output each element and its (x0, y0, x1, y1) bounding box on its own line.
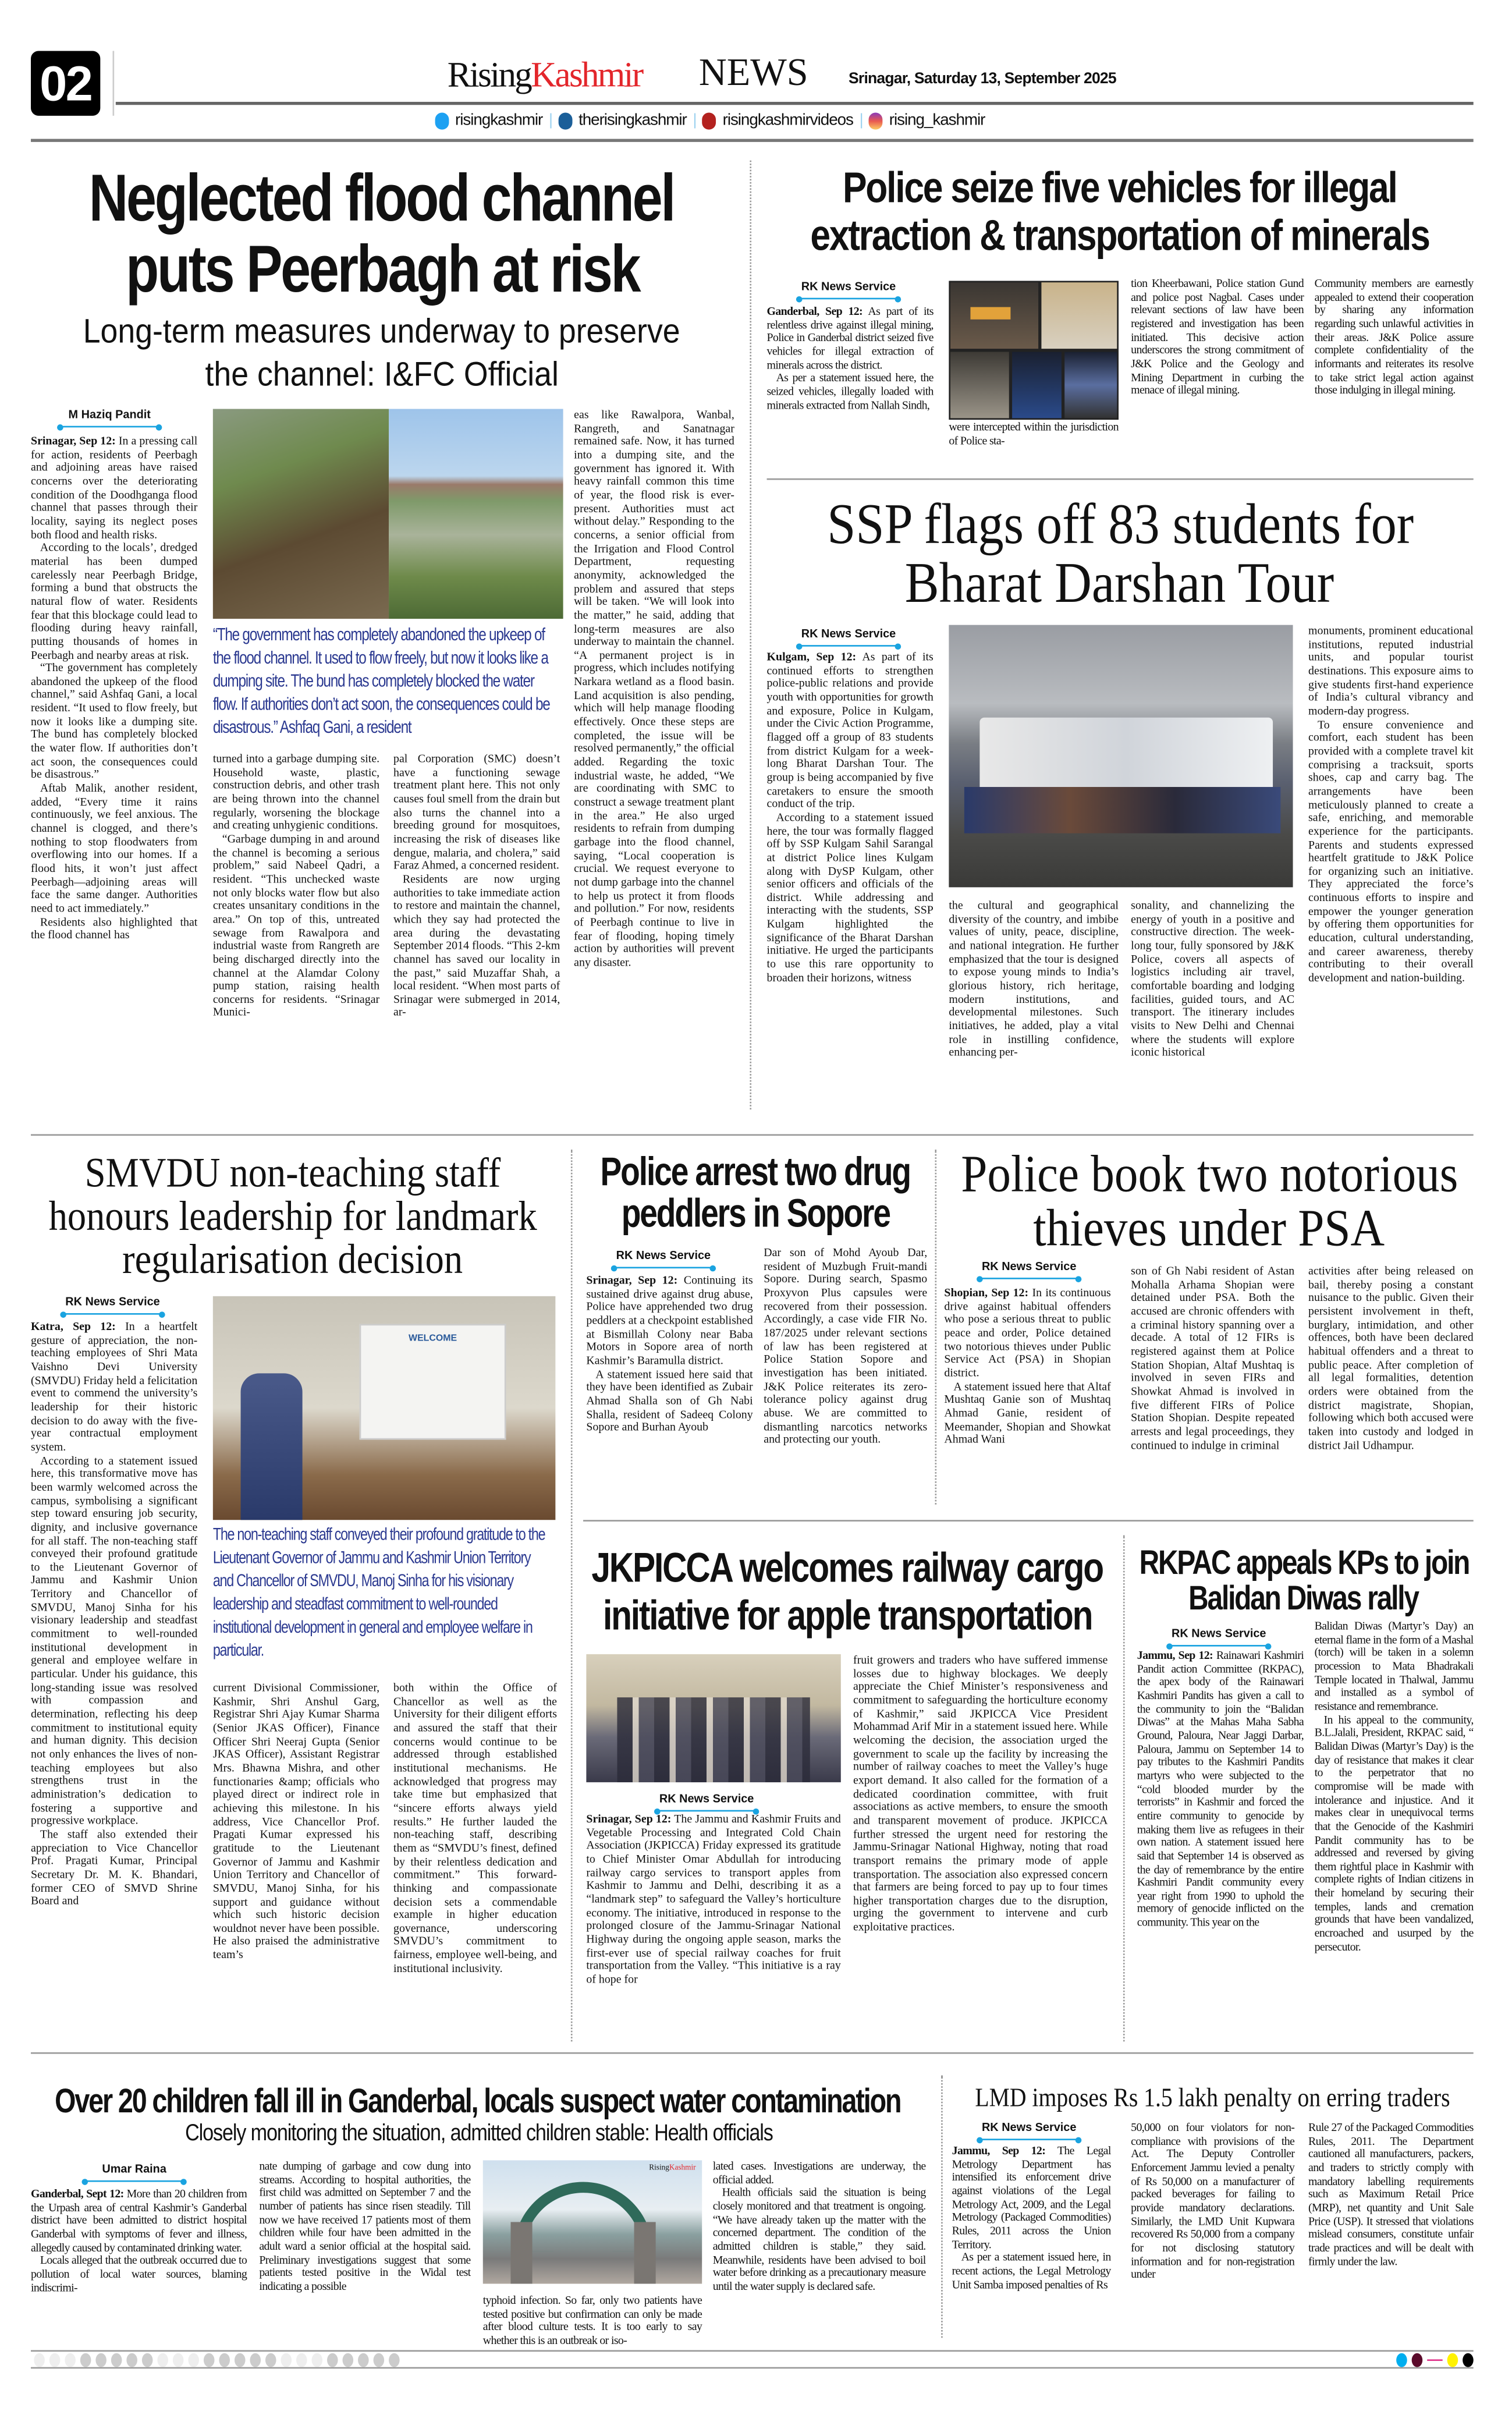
article-column (259, 2160, 470, 2336)
article-column (1131, 1265, 1294, 1498)
article-column (1308, 2122, 1474, 2336)
paragraph: Community members are earnestly appealed to extend their cooperation by sharing any information regarding such unlawful activities in their areas. J&K Police assure complete confidentiality of the informants and reiterates its resolve to take strict legal action against those indulging in illegal mining. (1314, 276, 1474, 397)
masthead-rule (116, 102, 1474, 105)
page-number-badge: 02 (31, 51, 100, 115)
paragraph: According to a statement issued here, the tour was formally flagged off by SSP Kulgam Sahil Sarangal at district Police lines Kulgam along with DySP Kulgam, other senior officers and officials of the district. While addressing and interacting with the students, SSP Kulgam highlighted the significance of the Bharat Darshan initiative. He urged the participants to use this rare opportunity to broaden their horizons, witness (766, 810, 934, 984)
article-column (1131, 900, 1294, 1105)
headline: SSP flags off 83 students for Bharat Darshan Tour (826, 494, 1414, 616)
headline: Neglected flood channel puts Peerbagh at risk (89, 162, 675, 307)
paragraph: Ganderbal, Sept 12: More than 20 children from the Urpash area of central Kashmir’s Ganderbal district have been admitted to district hospital Ganderbal with symptoms of fever and illness, allegedly caused by contaminated drinking water. (31, 2186, 247, 2254)
youtube-icon (702, 112, 716, 129)
paragraph: the cultural and geographical diversity of the country, and imbibe values of unity, peace, discipline, and national integration. He further emphasized that the tour is designed to expose young minds to India’s glorious history, rich heritage, modern institutions, and developmental milestones. Such initiatives, he added, play a vital role in instilling confidence, enhancing per- (949, 898, 1119, 1059)
paragraph: eas like Rawalpora, Wanbal, Rangreth, and Sanatnagar remained safe. Now, it has turned into a dumping site, and the government has ignored it. With heavy rainfall common this time of year, the flood risk is ever-present. Authorities must act without delay.” Responding to the concerns, a senior official from the Irrigation and Flood Control Department, requesting anonymity, acknowledged the problem and assured that steps will be taken. “We will look into the matter,” he said, adding that long-term measures are also underway to maintain the channel. “A permanent project is in progress, which includes notifying Narkara wetland as a flood basin. Land acquisition is also pending, which will help manage flooding effectively. Once these steps are completed, the issue will be resolved permanently,” the official added. Regarding the toxic industrial waste, he added, “We are coordinating with SMC to construct a sewage treatment plant in the area.” He also urged residents to refrain from dumping garbage into the flood channel, saying, “Local cooperation is crucial. We request everyone to not dump garbage into the channel to help us protect it from floods and pollution.” For now, residents of Peerbagh continue to live in fear of flooding, hoping timely action by authorities will prevent any disaster. (574, 407, 734, 969)
article-column (949, 421, 1119, 460)
paragraph: Jammu, Sep 12: The Legal Metrology Department has intensified its enforcement drive against violations of the Legal Metrology Act, 2009, and the Legal Metrology (Packaged Commodities) Rules, 2011 across the Union Territory. (952, 2143, 1111, 2251)
paragraph: both within the Office of Chancellor as well as the University for their diligent efforts and assured the staff that their concerns would continue to be addressed through established institutional mechanisms. He acknowledged that progress may take time but emphasized that “sincere efforts always yield results.” He further lauded the non-teaching staff, describing them as “SMVDU’s finest, defined by their relentless dedication and commitment.” This forward-thinking and compassionate decision sets a commendable example in higher education governance, underscoring SMVDU’s commitment to fairness, employee well-being, and institutional inclusivity. (393, 1680, 558, 1975)
article-column (31, 1321, 197, 2034)
paragraph: Srinagar, Sep 12: Continuing its sustained drive against drug abuse, Police have apprehended two drug peddlers at a checkpoint established at Bismillah Colony near Baba Motors in Sopore area of north Kashmir’s Baramulla district. (586, 1273, 753, 1367)
grey-dot (65, 2352, 76, 2366)
grey-dot (49, 2352, 61, 2366)
article-column (949, 900, 1119, 1105)
grey-dot (250, 2352, 261, 2366)
byline: M Haziq Pandit (55, 407, 164, 428)
article-column (1131, 2122, 1294, 2336)
dateline: Ganderbal, Sep 12: (766, 304, 863, 318)
paragraph: turned into a garbage dumping site. Household waste, plastic, construction debris, and other trash are being thrown into the channel regularly, worsening the blockage and creating unhygienic conditions. (212, 751, 380, 832)
subheadline: Closely monitoring the situation, admitted children stable: Health officials (184, 2120, 772, 2147)
paragraph: In his appeal to the community, B.L.Jalali, President, RKPAC said, “ Balidan Diwas (Martyr’s Day) is the day of resistance that makes it clear to the perpetrator that no compromise will be made with intolerance and injustice. And it makes clear in unequivocal terms that the Genocide of the Kashmiri Pandit community has to be addressed and reversed by giving them rightful place in Kashmir with complete rights of Indian citizens in their homeland by securing their temples, lands and cremation grounds that have been vandalized, encroached and usurped by the persecutor. (1314, 1712, 1474, 1953)
flood-channel-photo (213, 409, 563, 619)
dateline: Kulgam, Sep 12: (766, 650, 857, 664)
article-column (1315, 1620, 1474, 2034)
paragraph: As per a statement issued here, in recent actions, the Legal Metrology Unit Samba imposed penalties of Rs (952, 2250, 1111, 2291)
instagram-icon (869, 112, 883, 129)
paragraph: Jammu, Sep 12: Rainawari Kashmiri Pandit action Committee (RKPAC), the apex body of the Rainawari Kashmiri Pandits has given a call to the community to join the “Balidan Diwas” at the Mahas Maha Sabha Ground, Paloura, Near Jaggi Darbar, Paloura, Jammu on September 14 to pay tributes to the Kashmiri Pandits martyrs who were subjected to the “cold blooded murder by the terrorists” in Kashmir and forced the entire community to genocide by making them live as refugees in their own nation. A statement issued here said that September 14 is observed as the day of remembrance by the entire Kashmiri Pandit community every year right from 1990 to uphold the memory of genocide inflicted on the community. This year on the (1137, 1648, 1304, 1930)
paragraph: Residents also highlighted that the flood channel has (31, 914, 198, 942)
grey-dot (157, 2352, 168, 2366)
separator: | (548, 111, 553, 130)
article-column (31, 2188, 247, 2336)
paragraph: Srinagar, Sep 12: In a pressing call for action, residents of Peerbagh and adjoining areas have raised concerns over the deteriorating condition of the Doodhganga flood channel that passes through their locality, saying its neglect poses both flood and health risks. (31, 433, 198, 541)
dateline: Katra, Sep 12: (31, 1319, 116, 1334)
byline: RK News Service (652, 1792, 761, 1812)
article-column (393, 753, 560, 1105)
column-divider (941, 2076, 943, 2338)
headline: LMD imposes Rs 1.5 lakh penalty on erring traders (975, 2083, 1450, 2113)
section-divider (31, 1134, 1474, 1136)
article-column (1131, 278, 1304, 460)
grey-dot (358, 2352, 369, 2366)
article-column (482, 2293, 702, 2348)
seized-vehicles-photo (949, 281, 1119, 420)
article-column (952, 2145, 1111, 2336)
issue-date: Srinagar, Saturday 13, September 2025 (849, 70, 1116, 88)
column-divider (571, 1150, 573, 2041)
headline: RKPAC appeals KPs to join Balidan Diwas rally (1138, 1543, 1469, 1618)
byline: RK News Service (794, 626, 903, 647)
grey-dot (281, 2352, 292, 2366)
headline: Police book two notorious thieves under PSA (960, 1146, 1458, 1258)
social-handle-twitter[interactable]: risingkashmir (455, 111, 543, 130)
paragraph: nate dumping of garbage and cow dung into streams. According to hospital authorities, the first child was admitted on September 7 and the number of patients has since risen steadily. Till now we have received 17 patients most of them children while four have been admitted in the adult ward a senior official at the hospital said. Preliminary investigations suggest that some patients tested positive in the Widal test indicating a possible (259, 2158, 471, 2293)
article-column (31, 435, 197, 1105)
paragraph: According to the locals’, dredged material has been dumped carelessly near Peerbagh Bridge, forming a bund that obstructs the natural flow of water. Residents fear that this blockage could lead to flooding during heavy rainfall, putting thousands of homes in Peerbagh and nearby areas at risk. (31, 540, 198, 661)
article-column (213, 1682, 379, 2034)
headline: JKPICCA welcomes railway cargo initiative for apple transportation (591, 1544, 1103, 1639)
byline: RK News Service (975, 1259, 1083, 1279)
article-column (767, 651, 934, 1105)
paragraph: According to a statement issued here, this transformative move has been warmly welcomed across the campus, symbolising a significant step toward ensuring job security, dignity, and inclusive governance for all staff. The non-teaching staff conveyed their profound gratitude to the Lieutenant Governor of Jammu and Kashmir Union Territory and Chancellor of SMVDU, Manoj Sinha for his visionary leadership and steadfast commitment to well-rounded institutional development in general and employee welfare in particular. Under his guidance, this long-standing issue was resolved with compassion and determination, reflecting his deep commitment to institutional equity and human dignity. This decision not only enhances the lives of non-teaching employees but also strengthens trust in the administration’s dedication to fostering a supportive and progressive workplace. (31, 1453, 198, 1828)
grey-dot (188, 2352, 199, 2366)
yellow-dot (1447, 2352, 1458, 2366)
article-column (1315, 278, 1474, 460)
article-column (944, 1287, 1110, 1498)
grey-dot (265, 2352, 276, 2366)
headline: Police arrest two drug peddlers in Sopore (601, 1148, 911, 1236)
article-column (586, 1275, 753, 1498)
column-divider (935, 1150, 937, 1505)
paragraph: Health officials said the situation is being closely monitored and that treatment is ongoing. “We have already taken up the matter with the concerned department. The condition of the admitted children is stable,” they said. Meanwhile, residents have been advised to boil water before drinking as a precautionary measure until the water supply is declared safe. (712, 2185, 926, 2293)
dateline: Ganderbal, Sept 12: (31, 2186, 124, 2201)
section-divider (31, 2052, 1474, 2054)
grey-dot (95, 2352, 107, 2366)
pull-quote: “The government has completely abandoned the upkeep of the flood channel. It used to flow freely, but now it looks like a dumping site. The bund has completely blocked the water flow. If authorities don’t act soon, the consequences could be disastrous.” Ashfaq Gani, a resident (212, 626, 550, 738)
byline: RK News Service (609, 1249, 718, 1269)
district-hospital-photo (483, 2160, 702, 2283)
print-registration-bar (31, 2350, 1474, 2368)
paragraph: The staff also extended their appreciation to Vice Chancellor Prof. Pragati Kumar, Principal Secretary Dr. M. K. Bhandari, former CEO of SMVD Shrine Board and (31, 1827, 198, 1908)
paragraph: Shopian, Sep 12: In its continuous drive against habitual offenders who pose a serious threat to public peace and order, Police detained two notorious thieves under Public Service Act (PSA) in Shopian district. (944, 1285, 1111, 1380)
dateline: Srinagar, Sep 12: (586, 1811, 672, 1826)
magenta-dot (1412, 2352, 1423, 2366)
social-links (435, 111, 985, 130)
cyan-dot (1396, 2352, 1407, 2366)
black-dot (1463, 2352, 1474, 2366)
headline: SMVDU non-teaching staff honours leadership for landmark regularisation decision (49, 1149, 538, 1282)
headline: Police seize five vehicles for illegal extraction & transportation of minerals (810, 164, 1430, 260)
section-title: NEWS (698, 52, 808, 94)
article-column (1308, 625, 1474, 1105)
social-handle-instagram[interactable]: rising_kashmir (889, 111, 985, 130)
paragraph: were intercepted within the jurisdiction of Police sta- (949, 420, 1119, 447)
paragraph: A statement issued here said that they have been identified as Zubair Ahmad Shalla son of Gh Nabi Shalla, resident of Sadeeq Colony Sopore and Burhan Ayoub (586, 1366, 753, 1434)
byline: RK News Service (975, 2120, 1083, 2140)
section-divider (767, 478, 1474, 480)
grey-dot (219, 2352, 230, 2366)
brand-kashmir: Kashmir (531, 55, 643, 94)
paragraph: Aftab Malik, another resident, added, “Every time it rains continuously, we feel anxious. The channel is clogged, and there’s nothing to stop floodwaters from overflowing into our homes. If a flood hits, it won’t just affect Peerbagh—adjoining areas will face the same danger. Authorities need to act immediately.” (31, 781, 198, 915)
grey-dot (142, 2352, 153, 2366)
grey-dot (343, 2352, 354, 2366)
grey-dot (173, 2352, 184, 2366)
grey-dot (204, 2352, 215, 2366)
masthead-bottom-rule (31, 139, 1474, 142)
paragraph: Ganderbal, Sep 12: As part of its relentless drive against illegal mining, Police in Ganderbal district seized five vehicles for illegal extraction of minerals across the district. (766, 304, 934, 371)
byline: RK News Service (1165, 1626, 1273, 1647)
article-column (574, 409, 734, 1105)
paragraph: Srinagar, Sep 12: The Jammu and Kashmir Fruits and Vegetable Processing and Integrated Cold Chain Association (JKPICCA) Friday expressed its gratitude to Chief Minister Omar Abdullah for introducing railway cargo services to transport apples from Kashmir to Jammu and Delhi, describing it as a “landmark step” to safeguard the Valley’s horticulture economy. The initiative, introduced in response to the prolonged closure of the Jammu-Srinagar National Highway during the ongoing apple season, marks the first-ever use of special railway coaches for fruit transportation from the Valley. “This initiative is a ray of hope for (586, 1811, 841, 1986)
grey-dot (111, 2352, 122, 2366)
column-divider (750, 161, 751, 1109)
headline: Over 20 children fall ill in Ganderbal, locals suspect water contamination (55, 2082, 901, 2121)
felicitation-event-photo (213, 1296, 556, 1520)
article-column (853, 1654, 1108, 2034)
paragraph: typhoid infection. So far, only two patients have tested positive but confirmation can only be made after blood culture tests. It is too early to say whether this is an outbreak or iso- (482, 2293, 702, 2348)
article-column (213, 753, 379, 1105)
grey-dot (34, 2352, 45, 2366)
paragraph: “The government has completely abandoned the upkeep of the flood channel,” said Ashfaq Gani, a local resident. “It used to flow freely, but now it looks like a dumping site. The bund has completely blocked the water flow. If authorities don’t act soon, the consequences could be disastrous.” (31, 661, 198, 782)
facebook-icon (559, 112, 573, 129)
dateline: Srinagar, Sep 12: (586, 1273, 678, 1287)
twitter-icon (435, 112, 449, 129)
paragraph: Rule 27 of the Packaged Commodities Rules, 2011. The Department cautioned all manufacturers, packers, and traders to strictly comply with mandatory labelling requirements such as Maximum Retail Price (MRP), net quantity and Unit Sale Price (USP). It stressed that violations mislead consumers, constitute unfair trade practices and will be dealt with firmly under the law. (1308, 2120, 1474, 2268)
grey-dot (389, 2352, 400, 2366)
article-column (1137, 1650, 1304, 2034)
brand-rising: Rising (447, 55, 531, 94)
grey-dot (235, 2352, 246, 2366)
paragraph: son of Gh Nabi resident of Astan Mohalla Arhama Shopian were detained under PSA. Both the accused are chronic offenders with a criminal history spanning over a decade. A total of 12 FIRs is registered against them at Police Station Shopian, Altaf Mushtaq is involved in seven FIRs and Showkat Ahmad is involved in five different FIRs of Police Station Shopian. Despite repeated arrests and legal proceedings, they continued to indulge in criminal (1131, 1264, 1295, 1452)
jkpicca-delegation-photo (586, 1654, 840, 1782)
article-column (764, 1247, 927, 1498)
subheadline: Long-term measures underway to preserve the channel: I&FC Official (83, 311, 681, 394)
article-column (586, 1813, 840, 2034)
byline: RK News Service (794, 279, 903, 300)
paragraph: Balidan Diwas (Martyr’s Day) an eternal flame in the form of a Mashal (torch) will be taken in a solemn procession to Mata Bhadrakali Temple located in Thalwal, Jammu and installed as a symbol of resistance and remembrance. (1314, 1618, 1474, 1713)
byline: RK News Service (59, 1295, 167, 1315)
paragraph: tion Kheerbawani, Police station Gund and police post Nagbal. Cases under relevant sections of law have been registered and investigation has been initiated. This decisive action underscores the strong commitment of J&K Police and the Geology and Mining Department in curbing the menace of illegal mining. (1131, 276, 1304, 397)
paragraph: As per a statement issued here, the seized vehicles, illegally loaded with minerals extracted from Nallah Sindh, (766, 370, 934, 412)
paragraph: “Garbage dumping in and around the channel is becoming a serious problem,” said Nabeel Qadri, a resident. “This unchecked waste not only blocks water flow but also creates unsanitary conditions in the area.” On top of this, untreated sewage from Rawalpora and industrial waste from Rangreth are being discharged directly into the channel at the Alamdar Colony pump station, raising health concerns for residents. “Srinagar Munici- (212, 831, 380, 1019)
welcome-screen: WELCOME (360, 1324, 506, 1440)
article-column (393, 1682, 557, 2034)
paragraph: monuments, prominent educational institutions, reputed industrial units, and popular tourist destinations. This exposure aims to give students first-hand experience of India’s cultural vibrancy and modern-day progress. (1308, 623, 1474, 718)
dateline: Jammu, Sep 12: (952, 2143, 1046, 2158)
dateline: Jammu, Sep 12: (1137, 1648, 1213, 1662)
paragraph: Katra, Sep 12: In a heartfelt gesture of appreciation, the non-teaching employees of Shri Mata Vaishno Devi University (SMVDU) Friday held a felicitation event to commend the university’s leadership for their historic decision to do away with the five-year contractual employment system. (31, 1319, 198, 1453)
paragraph: current Divisional Commissioner, Kashmir, Shri Anshul Garg, Registrar Shri Ajay Kumar Sharma (Senior JKAS Officer), Finance Officer Shri Neeraj Gupta (Senior JKAS Officer), Assistant Registrar Mrs. Bhawna Mishra, and other functionaries &amp; officials who played direct or indirect role in achieving this milestone. In his address, Vice Chancellor Prof. Pragati Kumar expressed his gratitude to the Lieutenant Governor of Jammu and Kashmir Union Territory and Chancellor of SMVDU, Manoj Sinha, for his support and guidance without which such historic decision wouldnot never have been possible. He also praised the administrative team’s (212, 1680, 380, 1962)
paragraph: Residents are now urging authorities to take immediate action to restore and maintain the channel, which they say had protected the area during the devastating September 2014 floods. “This 2-km channel has saved our locality in the past,” said Muzaffar Shah, a local resident. “When most parts of Srinagar were submerged in 2014, ar- (393, 871, 560, 1019)
dateline: Srinagar, Sep 12: (31, 433, 116, 448)
paragraph: pal Corporation (SMC) doesn’t have a functioning sewage treatment plant here. This not only causes foul smell from the drain but also turns the channel into a breeding ground for mosquitoes, increasing the risk of diseases like dengue, malaria, and cholera,” said Faraz Ahmed, a concerned resident. (393, 751, 560, 873)
grey-dot (80, 2352, 91, 2366)
article-column (1308, 1265, 1474, 1498)
grey-dot (327, 2352, 338, 2366)
paragraph: To ensure convenience and comfort, each student has been provided with a complete travel kit comprising a tracksuit, sports shoes, cap and carry bag. The arrangements have been meticulously planned to create a safe, enriching, and memorable experience for the participants. Parents and students expressed heartfelt gratitude to J&K Police for organizing such an initiative. They appreciated the force’s continuous efforts to inspire and empower the younger generation by offering them opportunities for education, cultural understanding, and career awareness, thereby contributing to their overall development and nation-building. (1308, 717, 1474, 985)
pull-quote: The non-teaching staff conveyed their profound gratitude to the Lieutenant Governor of Jammu and Kashmir Union Territory and Chancellor of SMVDU, Manoj Sinha for his visionary leadership and steadfast commitment to well-rounded institutional development in general and employee welfare in particular. (212, 1526, 545, 1661)
paragraph: fruit growers and traders who have suffered immense losses due to highway blockages. We deeply appreciate the Chief Minister’s responsiveness and commitment to safeguarding the horticulture economy of Kashmir,” said JKPICCA Vice President Mohammad Arif Mir in a statement issued here. While welcoming the decision, the association urged the government to scale up the facility by increasing the number of railway coaches to meet the Valley’s huge export demand. It also called for the formation of a dedicated coordination committee, with fruit associations as active members, to ensure the smooth and transparent movement of produce. JKPICCA further stressed the urgent need for restoring the Jammu-Srinagar National Highway, noting that road transport remains the primary mode of apple transportation. The association also expressed concern that farmers are being forced to pay up to four times higher transportation charges due to the disruption, urging the government to intervene and curb exploitative practices. (853, 1653, 1108, 1934)
registration-mark (1427, 2359, 1443, 2360)
paragraph: Locals alleged that the outbreak occurred due to pollution of local water sources, blaming indiscrimi- (31, 2253, 247, 2294)
paragraph: Kulgam, Sep 12: As part of its continued efforts to strengthen police-public relations and provide youth with opportunities for growth and exposure, Police in Kulgam, under the Civic Action Programme, flagged off a group of 83 students from district Kulgam for a week-long Bharat Darshan Tour. The group is being accompanied by five caretakers to ensure the smooth conduct of the trip. (766, 650, 934, 811)
brand-logo (448, 55, 643, 95)
grey-dot (296, 2352, 307, 2366)
separator: | (859, 111, 863, 130)
article-column (713, 2160, 926, 2336)
paragraph: sonality, and channelizing the energy of youth in a positive and constructive direction. The week-long tour, fully sponsored by J&K Police, covers all aspects of logistics including air travel, comfortable boarding and lodging facilities, guided tours, and AC transport. The itinerary includes visits to New Delhi and Chennai where the students will explore iconic historical (1131, 898, 1295, 1059)
social-handle-youtube[interactable]: risingkashmirvideos (722, 111, 853, 130)
masthead-divider (113, 51, 115, 115)
grey-dot (312, 2352, 323, 2366)
paragraph: A statement issued here that Altaf Mushtaq Ganie son of Mushtaq Ahmad Ganie, resident of Meemander, Shopian and Showkat Ahmad Wani (944, 1378, 1111, 1446)
dateline: Shopian, Sep 12: (944, 1285, 1029, 1300)
social-handle-facebook[interactable]: therisingkashmir (578, 111, 687, 130)
article-column (767, 306, 934, 460)
byline: Umar Raina (80, 2162, 189, 2182)
paragraph: activities after being released on bail, thereby posing a constant nuisance to the public. Given their persistent involvement in theft, burglary, intimidation, and other offences, both have been declared habitual offenders and a threat to public peace. After completion of all legal formalities, detention orders were obtained from the district magistrate, Shopian, following which both accused were taken into custody and lodged in district Jail Udhampur. (1308, 1264, 1474, 1452)
photo-watermark: RisingKashmir (649, 2165, 696, 2173)
section-divider (583, 1520, 1474, 1522)
grey-dot (126, 2352, 137, 2366)
separator: | (693, 111, 697, 130)
grey-dot (374, 2352, 385, 2366)
paragraph: 50,000 on four violators for non-compliance with provisions of the Act. The Deputy Controller Enforcement Jammu levied a penalty of Rs 50,000 on a manufacturer of packed beverages for failing to provide mandatory declarations. Similarly, the LMD Unit Kupwara recovered Rs 50,000 from a company for not disclosing statutory information and for non-registration under (1131, 2120, 1295, 2281)
students-buses-photo (949, 625, 1293, 888)
paragraph: Dar son of Mohd Ayoub Dar, resident of Muzbugh Fruit-mandi Sopore. During search, Spasmo Proxyvon Plus capsules were recovered from their possession. Accordingly, a case vide FIR No. 187/2025 under relevant sections of law has been registered at Police Station Sopore and investigation has been initiated. J&K Police reiterates its zero-tolerance policy against drug abuse. We are committed to dismantling narcotics networks and protecting our youth. (764, 1245, 928, 1446)
column-divider (1123, 1536, 1125, 2042)
grey-dots (34, 2352, 1392, 2366)
paragraph: lated cases. Investigations are underway, the official added. (712, 2158, 926, 2186)
